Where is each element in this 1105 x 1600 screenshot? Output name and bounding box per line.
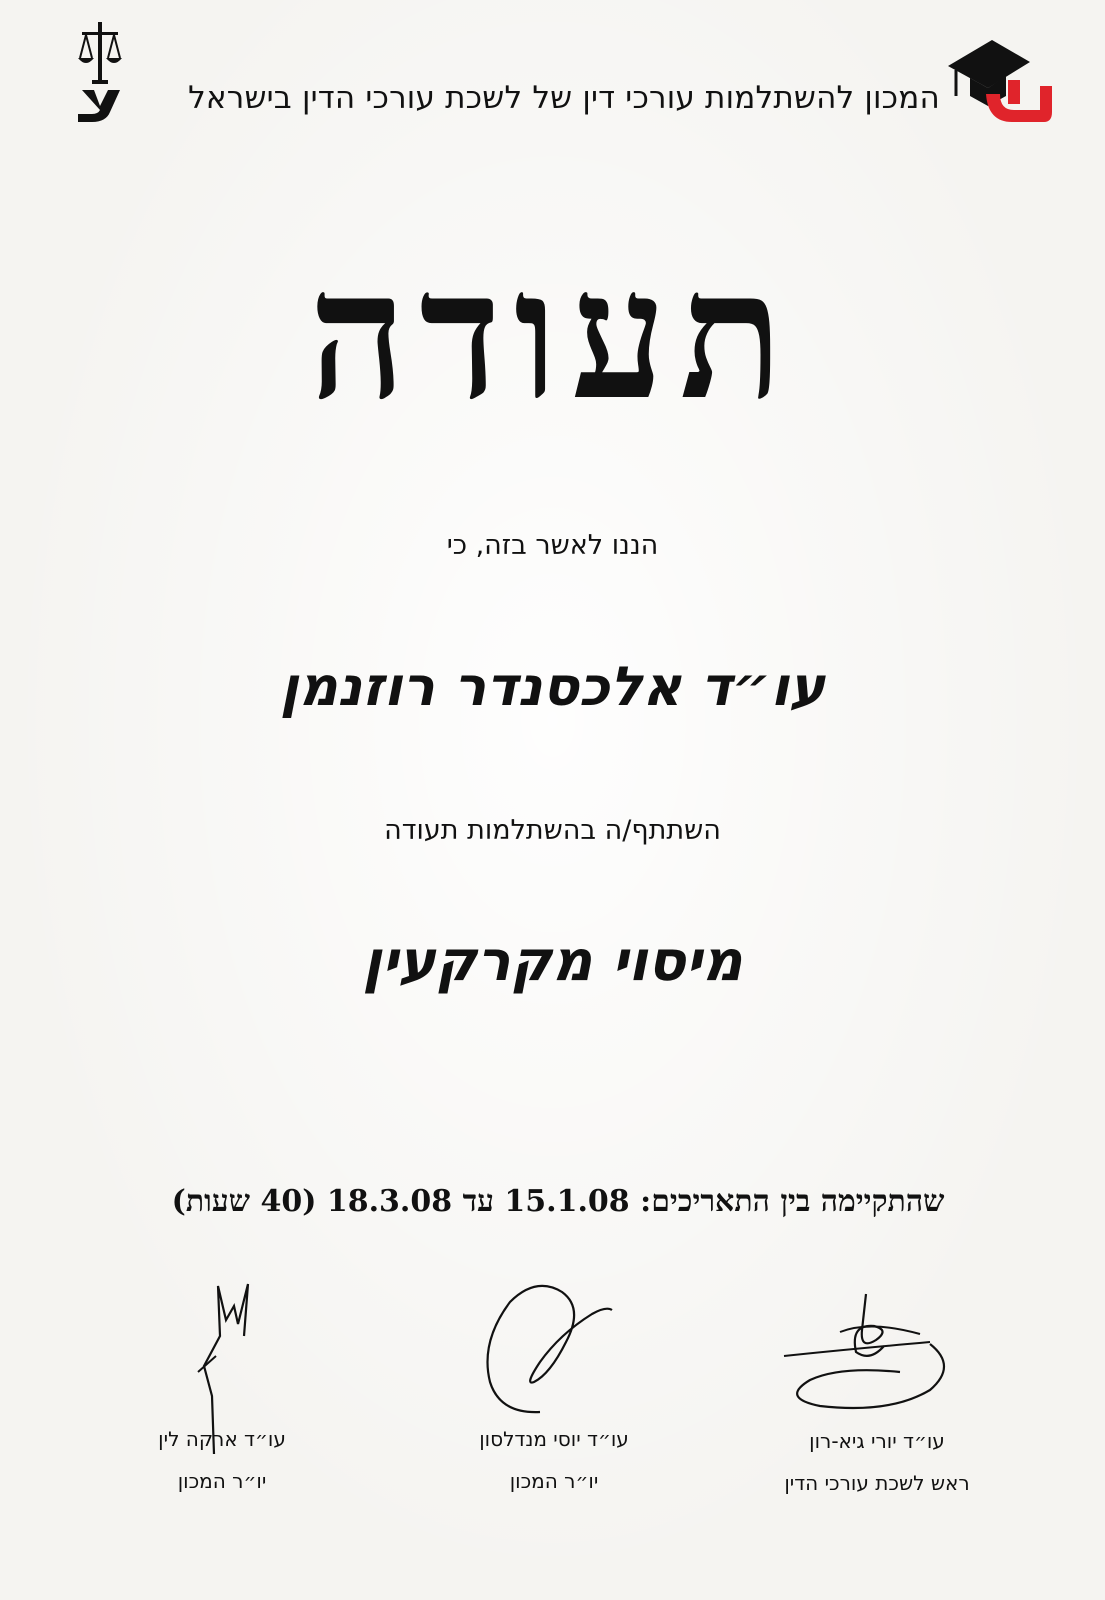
signature-2-drawing bbox=[480, 1282, 620, 1422]
course-dates: שהתקיימה בין התאריכים: 15.1.08 עד 18.3.08 (40 שעות) bbox=[171, 1184, 945, 1219]
institute-logo-graduation-cap bbox=[948, 36, 1054, 128]
signatory-1 bbox=[760, 1428, 994, 1496]
signatory-1-role: ראש לשכת עורכי הדין bbox=[784, 1471, 970, 1495]
scales-of-justice-logo bbox=[78, 20, 122, 124]
signatory-2-role: יו״ר המכון bbox=[509, 1469, 599, 1493]
course-name: מיסוי מקרקעין bbox=[362, 929, 743, 994]
certificate-title: תעודה bbox=[308, 230, 797, 439]
recipient-name: עו״ד אלכסנדר רוזנמן bbox=[280, 655, 825, 718]
signatory-2 bbox=[464, 1426, 644, 1494]
signatory-1-name: עו״ד יורי גיא-רון bbox=[809, 1429, 945, 1453]
signatory-3 bbox=[142, 1426, 302, 1494]
certify-line: הננו לאשר בזה, כי bbox=[446, 530, 659, 561]
participated-line: השתתף/ה בהשתלמות תעודה bbox=[384, 815, 721, 846]
signatory-2-name: עו״ד יוסי מנדלסון bbox=[479, 1427, 629, 1451]
institute-name: המכון להשתלמות עורכי דין של לשכת עורכי הדין בישראל bbox=[188, 80, 940, 116]
signatory-3-role: יו״ר המכון bbox=[177, 1469, 267, 1493]
signatory-3-name: עו״ד ארקה לין bbox=[158, 1427, 286, 1451]
signature-1-drawing bbox=[780, 1290, 960, 1430]
